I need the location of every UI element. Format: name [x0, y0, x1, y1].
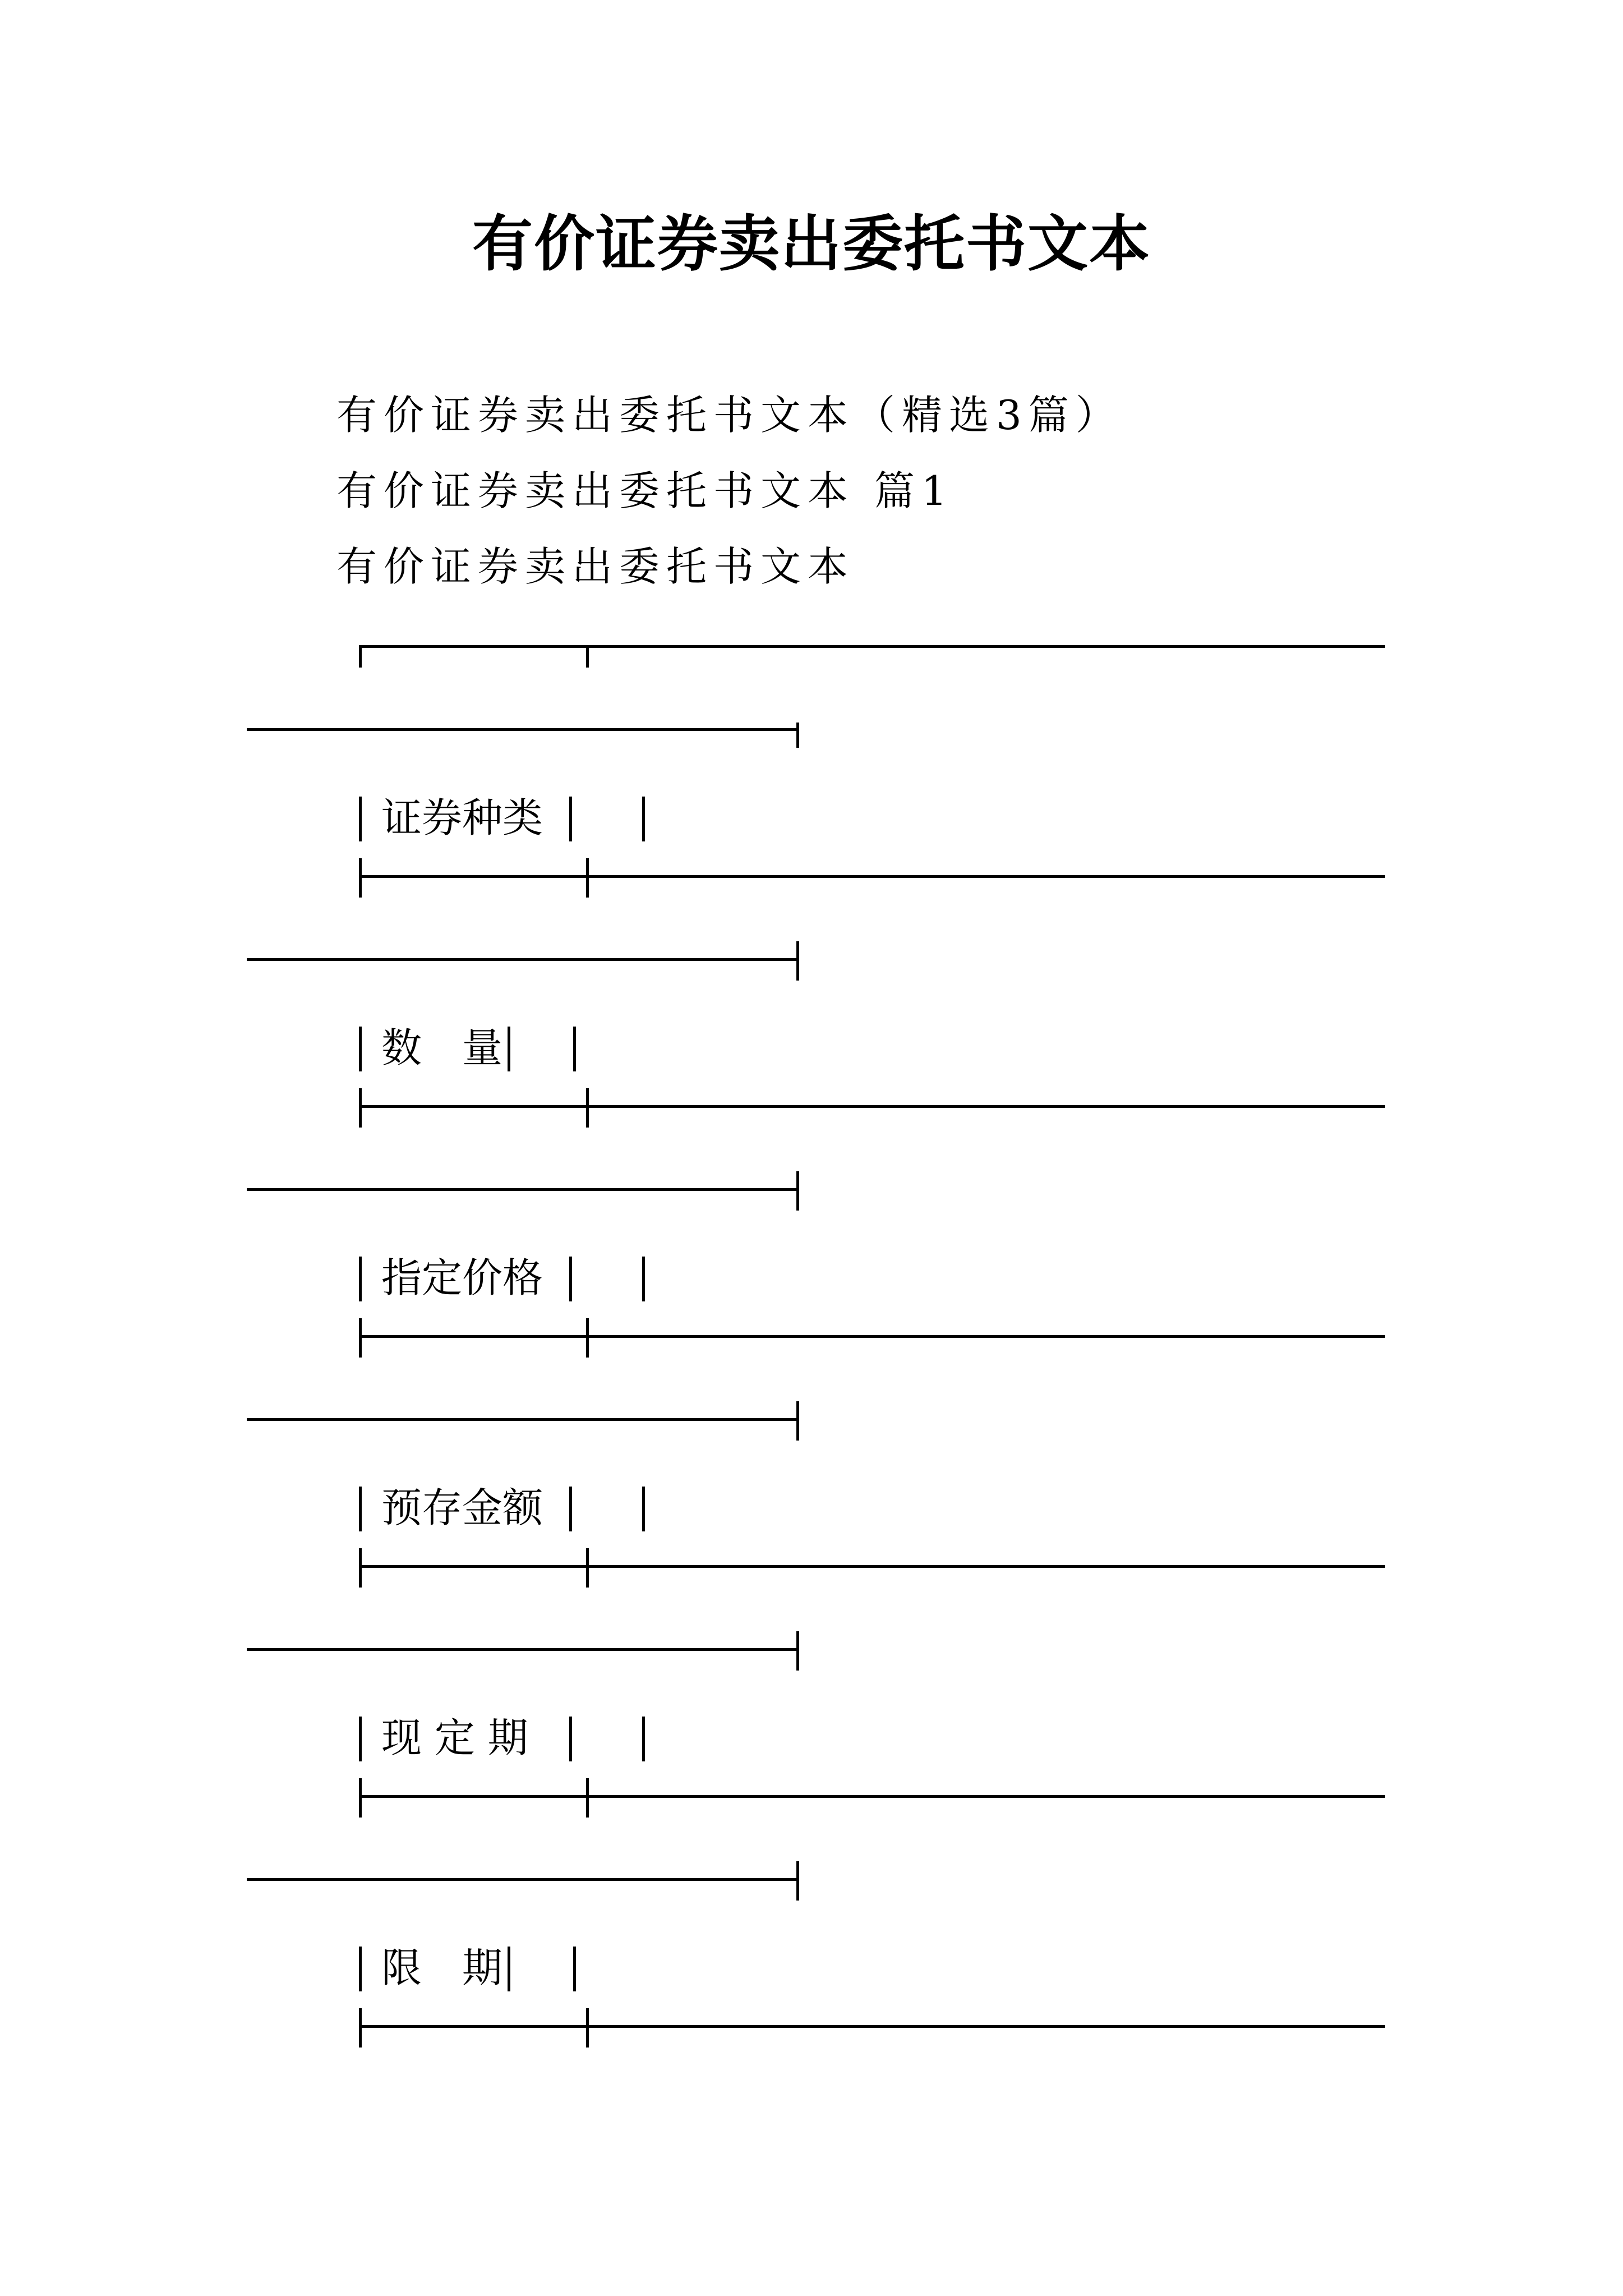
table-border-line [359, 1335, 1385, 1338]
table-border-col-tick [586, 2008, 589, 2047]
table-border-continuation [247, 1648, 796, 1651]
table-border-line [359, 1565, 1385, 1568]
row-label: 数 量 [381, 1024, 503, 1071]
table-border-continuation [247, 1188, 796, 1191]
row-label: 指定价格 [381, 1254, 543, 1301]
paragraph-subtitle: 有价证券卖出委托书文本 [336, 543, 855, 590]
table-border-line [359, 2025, 1385, 2028]
row-value-end-bar [642, 1717, 645, 1761]
table-border-right-tick [796, 1861, 799, 1901]
paragraph-intro: 有价证券卖出委托书文本（精选3篇） [336, 392, 1123, 439]
table-border-line [359, 645, 1385, 648]
table-border-right-tick [796, 941, 799, 981]
table-border-left-tick [359, 1778, 362, 1818]
row-label-end-bar [508, 1027, 510, 1071]
row-label: 证券种类 [381, 794, 543, 841]
document-title: 有价证券卖出委托书文本 [472, 209, 1151, 279]
row-left-bar [359, 797, 362, 841]
table-border-col-tick [586, 645, 589, 668]
table-border-continuation [247, 1418, 796, 1421]
table-border-col-tick [586, 1318, 589, 1358]
table-border-continuation [247, 1878, 796, 1881]
row-value-end-bar [573, 1027, 576, 1071]
row-label: 限 期 [381, 1944, 503, 1991]
row-left-bar [359, 1027, 362, 1071]
table-border-right-tick [796, 1631, 799, 1671]
table-border-right-tick [796, 723, 799, 748]
table-border-left-tick [359, 858, 362, 898]
row-label-end-bar [508, 1947, 510, 1991]
table-border-left-tick [359, 2008, 362, 2047]
row-value-end-bar [642, 797, 645, 841]
row-left-bar [359, 1717, 362, 1761]
table-border-col-tick [586, 1778, 589, 1818]
table-border-line [359, 1795, 1385, 1798]
paragraph-section-heading: 有价证券卖出委托书文本 篇1 [336, 467, 954, 514]
row-label-end-bar [569, 797, 572, 841]
row-label-end-bar [569, 1257, 572, 1301]
row-left-bar [359, 1487, 362, 1531]
table-border-right-tick [796, 1171, 799, 1211]
row-value-end-bar [642, 1257, 645, 1301]
row-label-end-bar [569, 1717, 572, 1761]
row-value-end-bar [573, 1947, 576, 1991]
table-border-continuation [247, 728, 796, 731]
table-border-right-tick [796, 1401, 799, 1441]
table-border-line [359, 1105, 1385, 1108]
row-left-bar [359, 1257, 362, 1301]
table-border-col-tick [586, 1548, 589, 1588]
table-border-left-tick [359, 1088, 362, 1128]
table-border-continuation [247, 958, 796, 961]
row-label-end-bar [569, 1487, 572, 1531]
row-value-end-bar [642, 1487, 645, 1531]
row-label: 现 定 期 [381, 1714, 528, 1761]
row-label: 预存金额 [381, 1484, 543, 1531]
table-border-line [359, 875, 1385, 878]
table-border-left-tick [359, 1548, 362, 1588]
table-border-col-tick [586, 858, 589, 898]
table-border-left-tick [359, 645, 362, 668]
table-border-left-tick [359, 1318, 362, 1358]
table-border-col-tick [586, 1088, 589, 1128]
row-left-bar [359, 1947, 362, 1991]
